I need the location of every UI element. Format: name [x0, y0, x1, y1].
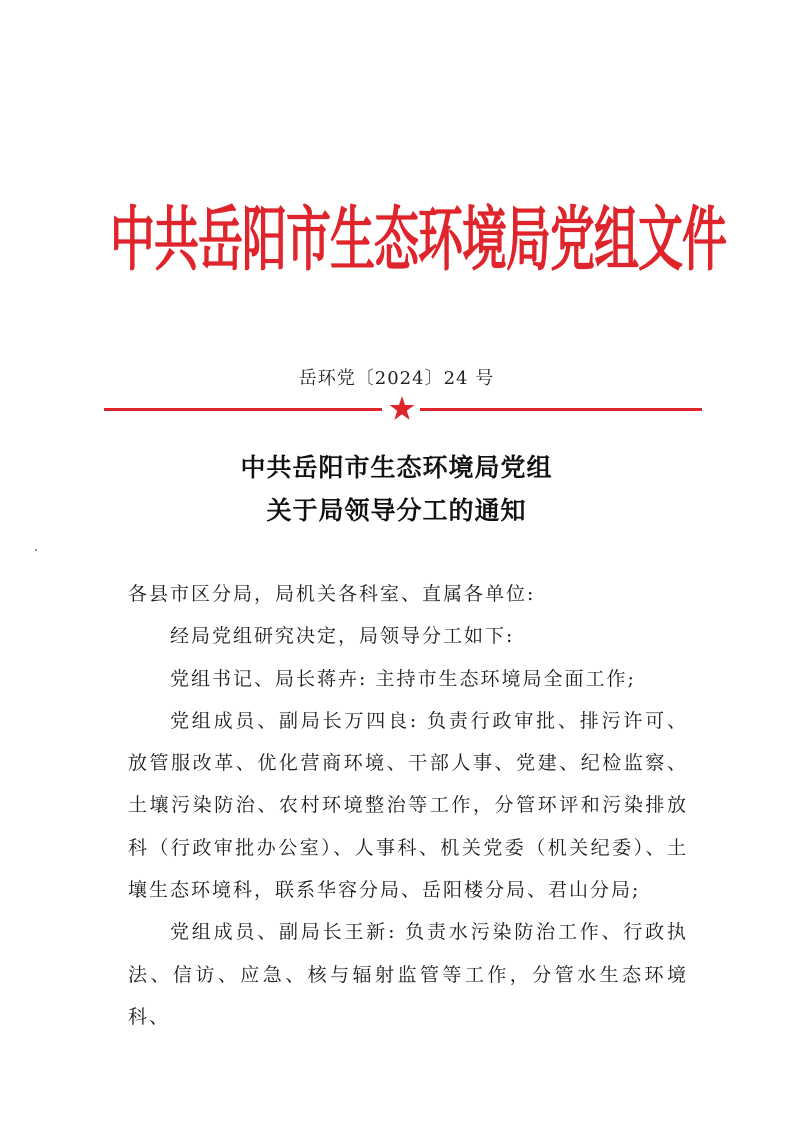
red-divider-left — [104, 408, 382, 411]
body-paragraph: 党组成员、副局长王新: 负责水污染防治工作、行政执法、信访、应急、核与辐射监管等工作，分管水生态环境科、 — [128, 921, 688, 1028]
red-divider-right — [420, 408, 702, 411]
body-paragraph: 党组成员、副局长万四良: 负责行政审批、排污许可、放管服改革、优化营商环境、干部人事、党建、纪检监察、土壤污染防治、农村环境整治等工作，分管环评和污染排放科（行政审批办公室）、人事科、机关党委（机关纪委）、土壤生态环境科，联系华容分局、岳阳楼分局、君山分局; — [128, 709, 688, 902]
notice-title-line-2: 关于局领导分工的通知 — [266, 496, 527, 525]
notice-body — [128, 573, 688, 1038]
document-number: 岳环党〔2024〕24 号 — [298, 368, 495, 389]
body-paragraph: 党组书记、局长蒋卉: 主持市生态环境局全面工作; — [170, 667, 636, 690]
body-paragraph: 经局党组研究决定，局领导分工如下: — [170, 625, 515, 648]
notice-title-line-1: 中共岳阳市生态环境局党组 — [240, 453, 553, 482]
red-star-icon — [389, 395, 415, 421]
document-masthead: 中共岳阳市生态环境局党组文件 — [110, 198, 727, 281]
scan-speck — [35, 549, 37, 551]
salutation: 各县市区分局，局机关各科室、直属各单位: — [128, 583, 536, 605]
